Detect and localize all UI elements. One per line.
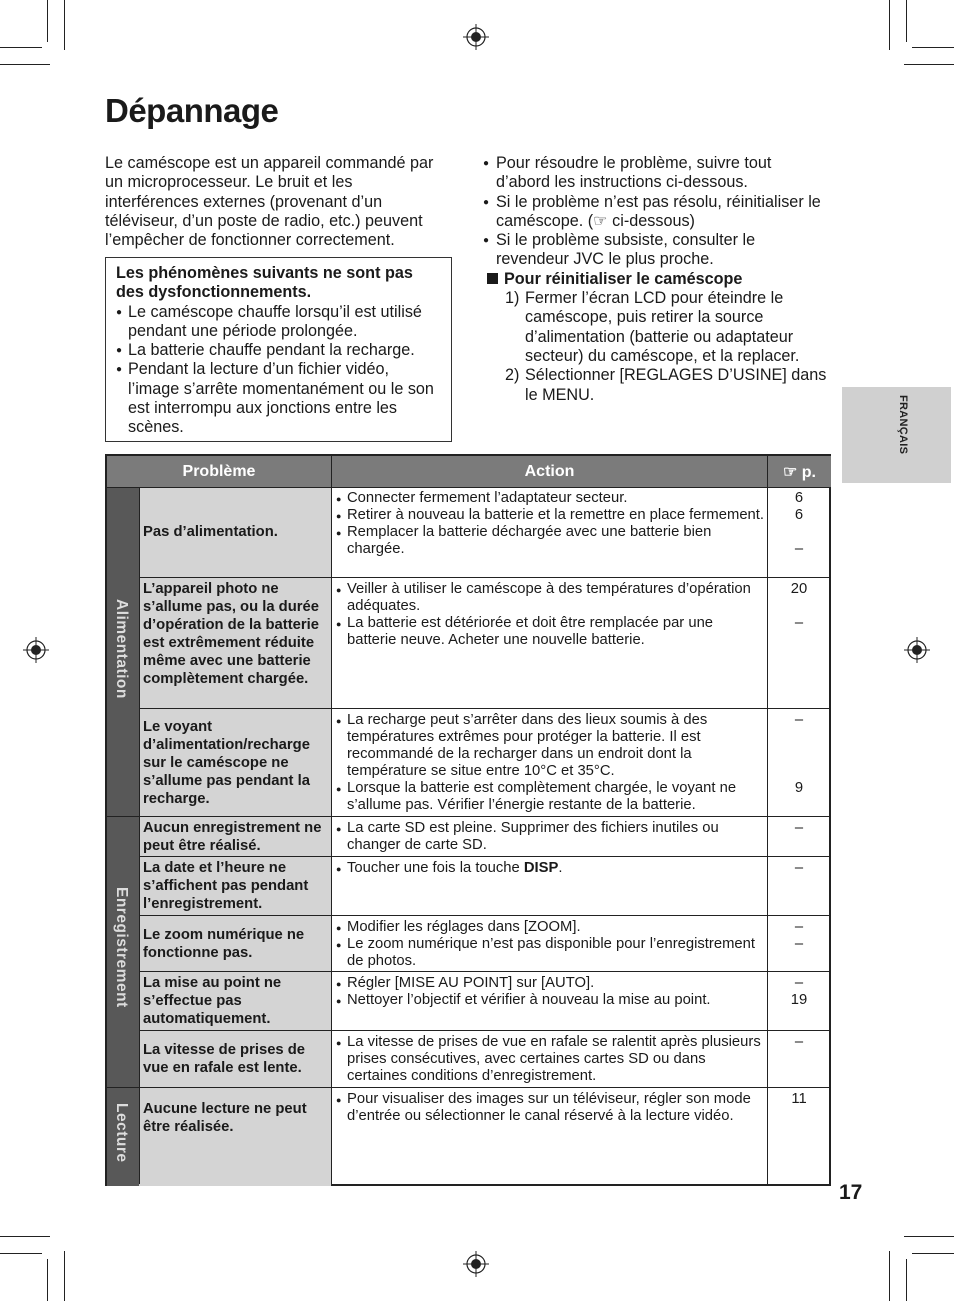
action-item: ● Le zoom numérique n’est pas disponible pour l’enregistrement de photos. [336, 936, 764, 970]
row-divider [139, 1030, 829, 1031]
action-cell [331, 578, 767, 708]
problem-cell: Le voyant d’alimentation/recharge sur le caméscope ne s’allume pas pendant la recharge. [139, 709, 331, 816]
page-ref: 11 [791, 1091, 807, 1107]
row-divider [107, 816, 829, 817]
row-divider [139, 971, 829, 972]
action-item: ● Remplacer la batterie déchargée avec une batterie bien chargée. [336, 524, 764, 558]
category-label: Alimentation [113, 599, 130, 699]
crop-mark [889, 1251, 890, 1301]
reset-heading [487, 270, 828, 289]
page-ref: 20 [790, 581, 808, 597]
category-cell [107, 817, 139, 1087]
page-ref: 19 [790, 992, 808, 1008]
square-bullet-icon [487, 273, 498, 284]
row-divider [107, 487, 829, 488]
action-item: ● La batterie est détériorée et doit être remplacée par une batterie neuve. Acheter une nouvelle batterie. [336, 615, 764, 649]
problem-cell: L’appareil photo ne s’allume pas, ou la durée d’opération de la batterie est extrêmement réduite même avec une batterie complètement chargée. [139, 578, 331, 708]
page-title: Dépannage [105, 92, 279, 129]
page-ref: – [794, 936, 804, 952]
intro-paragraph: Le caméscope est un appareil commandé par un microprocesseur. Le bruit et les interférences externes (provenant d’un téléviseur, d’un poste de radio, etc.) peuvent l’empêcher de fonctionner correctement. [105, 154, 434, 250]
action-cell [331, 972, 767, 1030]
disp-key-label: DISP [523, 860, 559, 876]
page-ref: – [794, 615, 804, 631]
action-item: ● La carte SD est pleine. Supprimer des fichiers inutiles ou changer de carte SD. [336, 820, 764, 854]
page-ref: – [794, 712, 804, 728]
row-divider [139, 577, 829, 578]
registration-mark-icon [904, 637, 930, 663]
action-item: ● Nettoyer l’objectif et vérifier à nouveau la mise au point. [336, 992, 764, 1009]
problem-cell: La mise au point ne s’effectue pas automatiquement. [139, 972, 331, 1030]
page-cell [767, 709, 831, 816]
crop-mark [912, 47, 954, 48]
reset-step [483, 289, 828, 366]
action-text: . [558, 860, 563, 876]
instruction-item: ● Si le problème n’est pas résolu, réinitialiser le caméscope. (☞ ci-dessous) [483, 193, 828, 232]
troubleshooting-table [105, 454, 831, 1186]
action-cell [331, 1031, 767, 1087]
page-ref: – [794, 820, 804, 836]
action-item: ● Lorsque la batterie est complètement chargée, le voyant ne s’allume pas. Vérifier l’énergie restante de la batterie. [336, 780, 764, 814]
crop-mark [906, 0, 907, 42]
column-divider [767, 456, 768, 1184]
page-ref: 9 [794, 780, 804, 796]
row-divider [139, 915, 829, 916]
action-item: ● La recharge peut s’arrêter dans des lieux soumis à des températures extrêmes pour protéger la batterie. Il est recommandé de la recharger dans un endroit dont la température se situe entre 10°C et 35°C. [336, 712, 764, 780]
instruction-item: ● Pour résoudre le problème, suivre tout d’abord les instructions ci-dessous. [483, 154, 828, 193]
instruction-item: ● Si le problème subsiste, consulter le revendeur JVC le plus proche. [483, 231, 828, 270]
problem-cell: La vitesse de prises de vue en rafale est lente. [139, 1031, 331, 1087]
action-item: ● Veiller à utiliser le caméscope à des températures d’opération adéquates. [336, 581, 764, 615]
page-number: 17 [839, 1181, 863, 1204]
reset-step [483, 366, 828, 405]
note-item: ● Pendant la lecture d’un fichier vidéo, l’image s’arrête momentanément ou le son est interrompu aux jonctions entre les scènes. [116, 360, 443, 437]
category-label: Enregistrement [113, 887, 130, 1008]
step-number: 1) [505, 289, 520, 308]
page-ref: 6 [794, 507, 804, 523]
action-item: ● Connecter fermement l’adaptateur secteur. [336, 490, 764, 507]
header-problem: Problème [107, 456, 331, 487]
language-tab [842, 387, 951, 483]
registration-mark-icon [23, 637, 49, 663]
problem-cell: Pas d’alimentation. [139, 487, 331, 577]
page-cell [767, 817, 831, 856]
column-divider [139, 487, 140, 1184]
page-cell [767, 972, 831, 1030]
row-divider [139, 856, 829, 857]
crop-mark [64, 1251, 65, 1301]
note-box [105, 257, 452, 442]
page-ref [767, 524, 831, 541]
reset-heading-text: Pour réinitialiser le caméscope [504, 269, 743, 288]
action-cell [331, 709, 767, 816]
crop-mark [906, 1259, 907, 1301]
action-cell [331, 487, 767, 577]
action-item: ● Pour visualiser des images sur un téléviseur, régler son mode d’entrée ou sélectionner le canal réservé à la lecture vidéo. [336, 1091, 764, 1125]
page-ref: 6 [794, 490, 804, 506]
crop-mark [904, 64, 954, 65]
crop-mark [0, 47, 42, 48]
page-ref: – [794, 919, 804, 935]
crop-mark [904, 1236, 954, 1237]
action-cell [331, 857, 767, 915]
header-action: Action [332, 456, 767, 487]
crop-mark [64, 0, 65, 50]
crop-mark [47, 0, 48, 42]
page-ref [767, 746, 831, 763]
page-cell [767, 1088, 831, 1186]
action-item: ● Modifier les réglages dans [ZOOM]. [336, 919, 764, 936]
crop-mark [889, 0, 890, 50]
action-item: ● La vitesse de prises de vue en rafale se ralentit après plusieurs prises consécutives, avec certaines cartes SD ou dans certaines conditions d’enregistrement. [336, 1034, 764, 1085]
page-ref [767, 729, 831, 746]
page-cell [767, 916, 831, 971]
action-item [336, 860, 764, 877]
page-ref: – [794, 860, 804, 876]
instructions [483, 154, 828, 405]
crop-mark [0, 1253, 42, 1254]
category-cell [107, 487, 139, 816]
category-cell [107, 1088, 139, 1186]
action-cell [331, 817, 767, 856]
crop-mark [0, 64, 50, 65]
registration-mark-icon [463, 1251, 489, 1277]
row-divider [139, 708, 829, 709]
category-label: Lecture [113, 1103, 130, 1163]
column-divider [331, 456, 332, 1184]
page-ref [767, 598, 831, 615]
action-cell [331, 916, 767, 971]
page-cell [767, 487, 831, 577]
action-text: Toucher une fois la touche [347, 860, 524, 876]
problem-cell: Aucun enregistrement ne peut être réalisé. [139, 817, 331, 856]
page-ref: – [794, 975, 804, 991]
step-text: Fermer l’écran LCD pour éteindre le caméscope, puis retirer la source d’alimentation (batterie ou adaptateur secteur) du caméscope, et la replacer. [525, 289, 800, 365]
action-cell [331, 1088, 767, 1186]
crop-mark [47, 1259, 48, 1301]
page-ref [767, 763, 831, 780]
problem-cell: Aucune lecture ne peut être réalisée. [139, 1088, 331, 1186]
row-divider [107, 1087, 829, 1088]
language-tab-label: FRANÇAIS [897, 395, 909, 455]
header-page: ☞ p. [768, 456, 831, 487]
step-number: 2) [505, 366, 520, 385]
page-cell [767, 857, 831, 915]
note-item: ● La batterie chauffe pendant la recharge. [116, 341, 443, 360]
action-item: ● Régler [MISE AU POINT] sur [AUTO]. [336, 975, 764, 992]
page-ref: – [794, 541, 804, 557]
page-cell [767, 1031, 831, 1087]
note-heading: Les phénomènes suivants ne sont pas des dysfonctionnements. [116, 264, 413, 302]
registration-mark-icon [463, 24, 489, 50]
crop-mark [0, 1236, 50, 1237]
note-item: ● Le caméscope chauffe lorsqu’il est utilisé pendant une période prolongée. [116, 303, 443, 342]
crop-mark [912, 1253, 954, 1254]
action-item: ● Retirer à nouveau la batterie et la remettre en place fermement. [336, 507, 764, 524]
problem-cell: La date et l’heure ne s’affichent pas pendant l’enregistrement. [139, 857, 331, 915]
problem-cell: Le zoom numérique ne fonctionne pas. [139, 916, 331, 971]
page-cell [767, 578, 831, 708]
page-ref: – [794, 1034, 804, 1050]
step-text: Sélectionner [REGLAGES D’USINE] dans le MENU. [525, 366, 827, 404]
